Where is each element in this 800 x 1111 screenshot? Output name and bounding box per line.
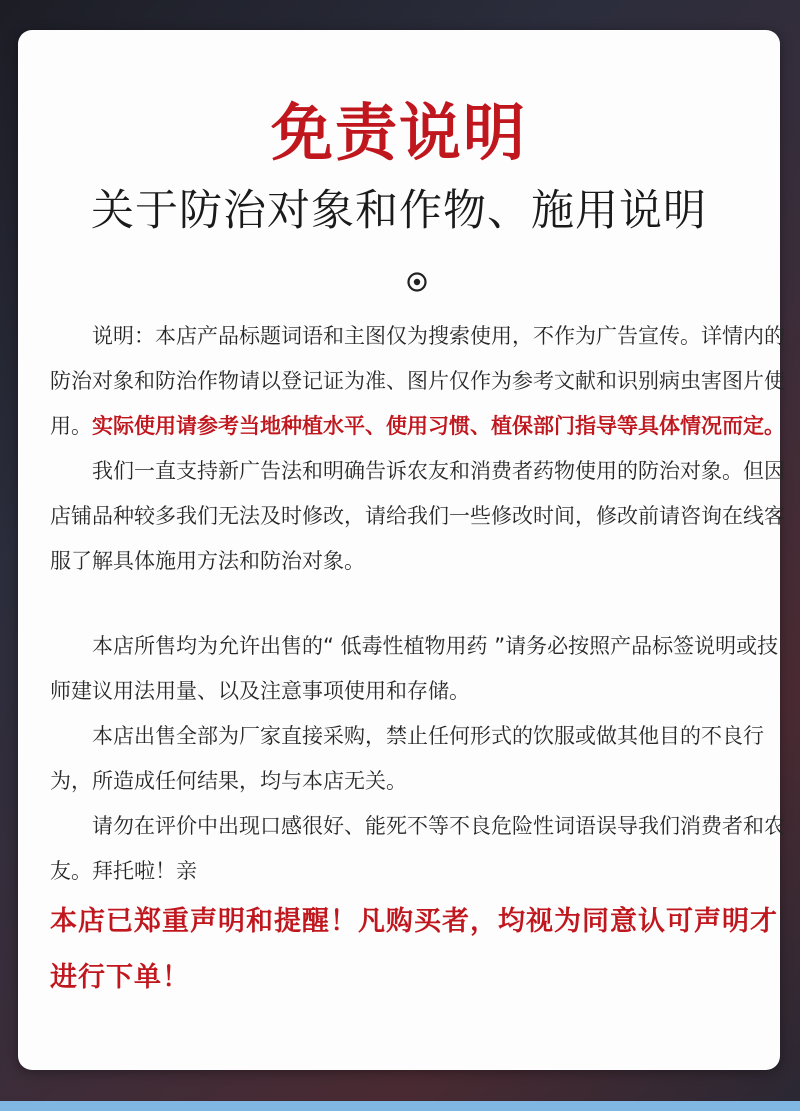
page-title: 免责说明 [270,96,527,169]
paragraph-search-usage-highlight: 实际使用请参考当地种植水平、使用习惯、植保部门指导等具体情况而定。 [92,414,785,438]
bottom-bar [0,1101,800,1111]
paragraph-review-warning: 请勿在评价中出现口感很好、能死不等不良危险性词语误导我们消费者和农友。拜托啦！亲 [50,814,785,883]
page-subtitle: 关于防治对象和作物、施用说明 [91,186,707,236]
paragraph-search-usage [50,314,790,449]
purchase-notice: 本店已郑重声明和提醒！凡购买者，均视为同意认可声明才进行下单！ [50,906,778,993]
paragraph-low-toxicity: 本店所售均为允许出售的“ 低毒性植物用药 ”请务必按照产品标签说明或技师建议用法用量、以及注意事项使用和存储。 [50,634,779,703]
disclaimer-body [50,314,790,1006]
paragraph-search-usage-text: 说明：本店产品标题词语和主图仅为搜索使用，不作为广告宣传。详情内的防治对象和防治作物请以登记证为准、图片仅作为参考文献和识别病虫害图片使用。 [50,324,785,438]
paragraph-advertising-law: 我们一直支持新广告法和明确告诉农友和消费者药物使用的防治对象。但因店铺品种较多我们无法及时修改，请给我们一些修改时间，修改前请咨询在线客服了解具体施用方法和防治对象。 [50,459,785,573]
paragraph-gap [50,584,790,624]
paragraph-direct-purchase: 本店出售全部为厂家直接采购，禁止任何形式的饮服或做其他目的不良行为，所造成任何结果，均与本店无关。 [50,724,764,793]
disclaimer-card [18,30,785,1070]
target-icon [406,271,428,293]
